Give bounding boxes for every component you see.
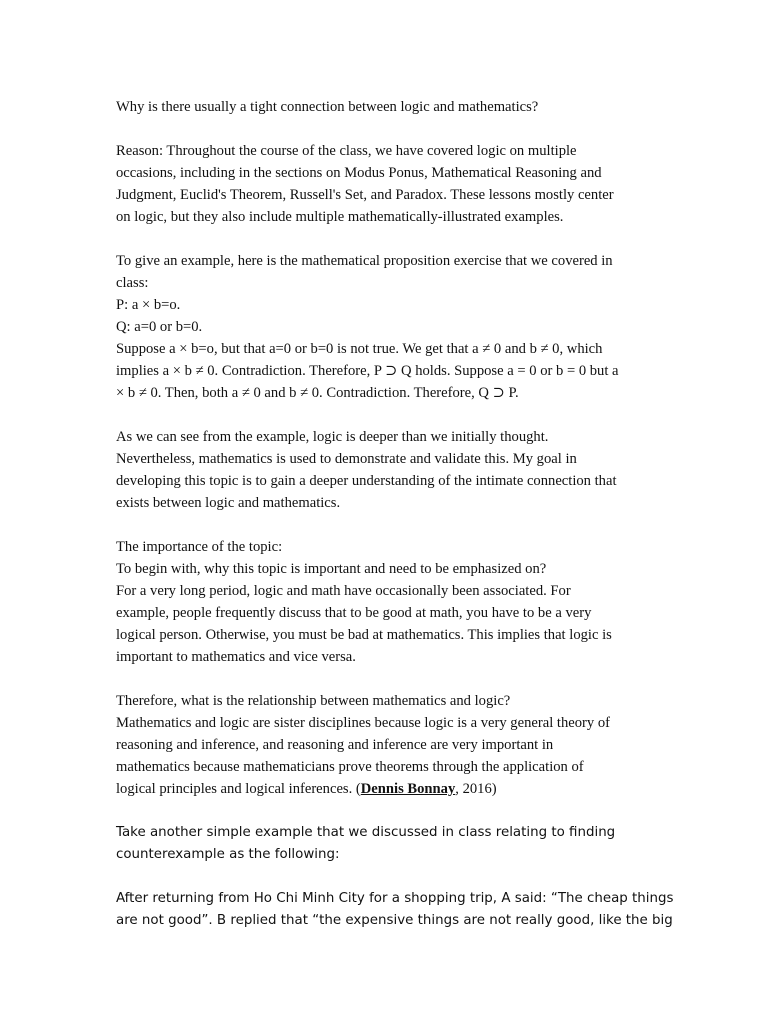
section-heading: The importance of the topic: [116,539,283,555]
reason-paragraph [116,140,656,228]
story-paragraph [116,888,674,932]
relationship-paragraph [116,690,656,800]
text-line: important to mathematics and vice versa. [116,649,356,665]
text-line: developing this topic is to gain a deeper understanding of the intimate connection that [116,473,617,489]
question-paragraph [116,96,656,118]
text-line: Why is there usually a tight connection between logic and mathematics? [116,99,539,115]
text-line: Judgment, Euclid's Theorem, Russell's Set, and Paradox. These lessons mostly center [116,187,614,203]
text-line: To give an example, here is the mathematical proposition exercise that we covered in [116,253,613,269]
text-line: class: [116,275,149,291]
text-line: occasions, including in the sections on Modus Ponus, Mathematical Reasoning and [116,165,602,181]
text-line: example, people frequently discuss that to be good at math, you have to be a very [116,605,592,621]
citation-suffix: , 2016) [455,781,497,797]
text-line: reasoning and inference, and reasoning and inference are very important in [116,737,554,753]
proposition-q: Q: a=0 or b=0. [116,319,203,335]
importance-paragraph [116,536,656,668]
deeper-paragraph [116,426,656,514]
document-page [116,96,674,932]
citation-prefix: logical principles and logical inferences. ( [116,781,361,797]
text-line: Take another simple example that we discussed in class relating to finding [116,825,616,840]
text-line: Suppose a × b=o, but that a=0 or b=0 is not true. We get that a ≠ 0 and b ≠ 0, which [116,341,603,357]
text-line: on logic, but they also include multiple mathematically-illustrated examples. [116,209,564,225]
example-paragraph [116,250,656,404]
text-line: are not good”. B replied that “the expensive things are not really good, like the big [116,913,673,928]
text-line: After returning from Ho Chi Minh City for a shopping trip, A said: “The cheap things [116,891,674,906]
text-line: exists between logic and mathematics. [116,495,341,511]
text-line: Mathematics and logic are sister disciplines because logic is a very general theory of [116,715,610,731]
text-line: As we can see from the example, logic is deeper than we initially thought. [116,429,549,445]
proposition-p: P: a × b=o. [116,297,181,313]
text-line: logical person. Otherwise, you must be bad at mathematics. This implies that logic is [116,627,612,643]
citation-link[interactable]: Dennis Bonnay [360,781,456,797]
text-line: Reason: Throughout the course of the class, we have covered logic on multiple [116,143,577,159]
text-line: To begin with, why this topic is important and need to be emphasized on? [116,561,547,577]
text-line: Therefore, what is the relationship between mathematics and logic? [116,693,511,709]
text-line: counterexample as the following: [116,847,340,862]
text-line: × b ≠ 0. Then, both a ≠ 0 and b ≠ 0. Contradiction. Therefore, Q ⊃ P. [116,385,519,401]
counterexample-paragraph [116,822,656,866]
text-line: mathematics because mathematicians prove theorems through the application of [116,759,584,775]
citation-line [116,778,656,800]
text-line: Nevertheless, mathematics is used to demonstrate and validate this. My goal in [116,451,577,467]
text-line: implies a × b ≠ 0. Contradiction. Therefore, P ⊃ Q holds. Suppose a = 0 or b = 0 but a [116,363,619,379]
text-line: For a very long period, logic and math have occasionally been associated. For [116,583,571,599]
